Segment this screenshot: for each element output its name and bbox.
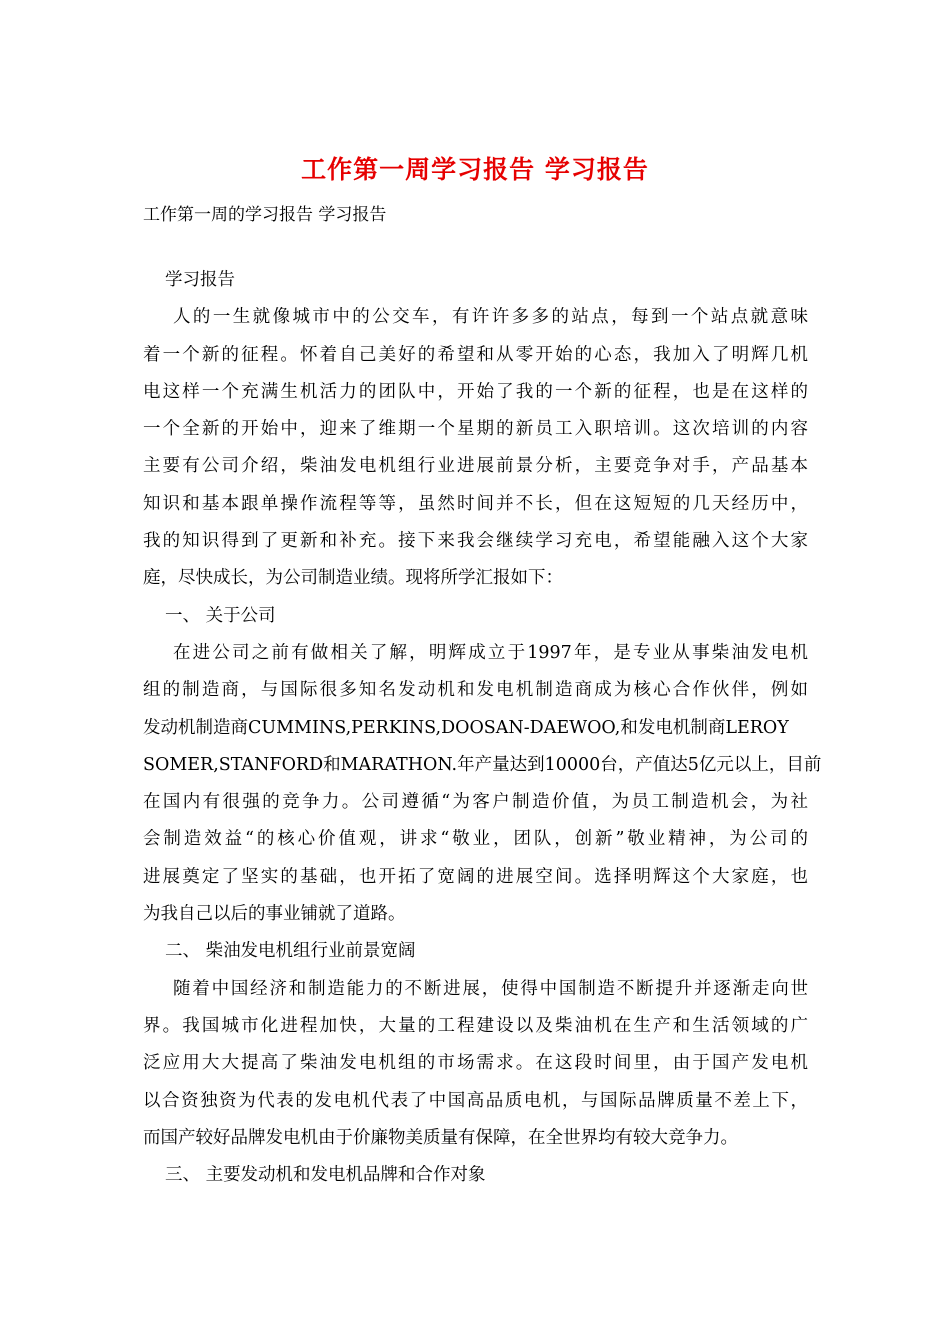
paragraph-line: 着一个新的征程。怀着自己美好的希望和从零开始的心态，我加入了明辉几机 <box>143 344 808 365</box>
paragraph-line: 组的制造商，与国际很多知名发动机和发电机制造商成为核心合作伙伴，例如 <box>143 680 808 701</box>
paragraph-line: 界。我国城市化进程加快，大量的工程建设以及柴油机在生产和生活领域的广 <box>143 1015 808 1036</box>
paragraph-line: 为我自己以后的事业铺就了道路。 <box>143 904 406 925</box>
paragraph-line: 一个全新的开始中，迎来了维期一个星期的新员工入职培训。这次培训的内容 <box>143 419 808 440</box>
paragraph-line: 泛应用大大提高了柴油发电机组的市场需求。在这段时间里，由于国产发电机 <box>143 1053 808 1074</box>
paragraph-line: 以合资独资为代表的发电机代表了中国高品质电机，与国际品牌质量不差上下， <box>143 1090 808 1111</box>
paragraph-line: 随着中国经济和制造能力的不断进展，使得中国制造不断提升并逐渐走向世 <box>173 978 808 999</box>
paragraph-line: 我的知识得到了更新和补充。接下来我会继续学习充电，希望能融入这个大家 <box>143 531 808 552</box>
paragraph-line: 知识和基本跟单操作流程等等，虽然时间并不长，但在这短短的几天经历中， <box>143 493 808 514</box>
paragraph-line: 进展奠定了坚实的基础，也开拓了宽阔的进展空间。选择明辉这个大家庭，也 <box>143 866 808 887</box>
section-heading: 二、 柴油发电机组行业前景宽阔 <box>165 941 416 962</box>
paragraph-line: 在国内有很强的竞争力。公司遵循“为客户制造价值，为员工制造机会，为社 <box>143 792 808 813</box>
paragraph-line: 发动机制造商CUMMINS,PERKINS,DOOSAN-DAEWOO,和发电机制商LEROY <box>143 717 789 738</box>
paragraph-line: SOMER,STANFORD和MARATHON.年产量达到10000台，产值达5亿元以上，目前 <box>143 754 822 775</box>
paragraph-line: 主要有公司介绍，柴油发电机组行业进展前景分析，主要竞争对手，产品基本 <box>143 456 808 477</box>
paragraph-line: 人的一生就像城市中的公交车，有许许多多的站点，每到一个站点就意味 <box>173 307 808 328</box>
paragraph-line: 在进公司之前有做相关了解，明辉成立于1997年，是专业从事柴油发电机 <box>173 642 808 663</box>
section-label: 学习报告 <box>165 270 235 290</box>
paragraph-line: 会制造效益“的核心价值观，讲求“敬业，团队，创新”敬业精神，为公司的 <box>143 829 808 850</box>
document-body <box>143 262 822 1194</box>
section-heading: 一、 关于公司 <box>165 605 276 626</box>
document-title: 工作第一周学习报告 学习报告 <box>301 155 649 184</box>
paragraph-line: 而国产较好品牌发电机由于价廉物美质量有保障，在全世界均有较大竞争力。 <box>143 1127 738 1148</box>
section-heading: 三、 主要发动机和发电机品牌和合作对象 <box>165 1165 486 1186</box>
paragraph-line: 电这样一个充满生机活力的团队中，开始了我的一个新的征程，也是在这样的 <box>143 381 808 402</box>
paragraph-line: 庭，尽快成长，为公司制造业绩。现将所学汇报如下： <box>143 568 563 589</box>
document-subtitle: 工作第一周的学习报告 学习报告 <box>143 205 387 225</box>
